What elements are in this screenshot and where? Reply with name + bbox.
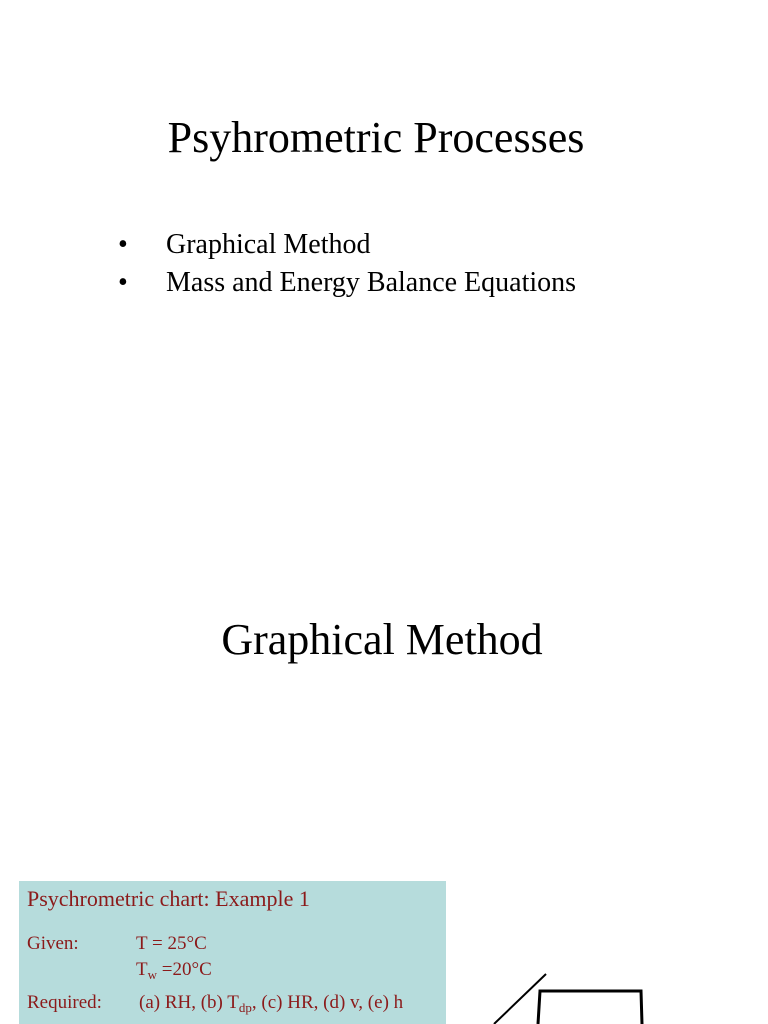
example-title: Psychrometric chart: Example 1 [27, 886, 310, 911]
given-label: Given: [27, 933, 79, 954]
given-wet-bulb-temperature [136, 958, 212, 982]
required-label: Required: [27, 992, 102, 1013]
list-item [118, 226, 576, 264]
required-part-2: , (c) HR, (d) v, (e) h [251, 992, 404, 1013]
example-panel [19, 881, 446, 1024]
tw-subscript: w [147, 967, 157, 982]
bullet-text: Mass and Energy Balance Equations [166, 267, 577, 298]
bullet-icon: • [118, 267, 128, 298]
section-title: Graphical Method [221, 615, 543, 664]
bullet-icon: • [118, 229, 128, 260]
tw-symbol: T [136, 959, 148, 980]
required-items [139, 991, 403, 1015]
required-part-1: (a) RH, (b) T [139, 992, 239, 1013]
slide-title: Psyhrometric Processes [167, 113, 585, 162]
psychrometric-chart-fragment [480, 960, 660, 1024]
chart-frame [538, 991, 642, 1024]
given-temperature: T = 25°C [136, 933, 207, 954]
bullet-text: Graphical Method [166, 229, 371, 260]
bullet-list [118, 226, 576, 302]
tw-value: =20°C [157, 959, 212, 980]
list-item [118, 264, 576, 302]
required-subscript: dp [238, 1000, 252, 1015]
